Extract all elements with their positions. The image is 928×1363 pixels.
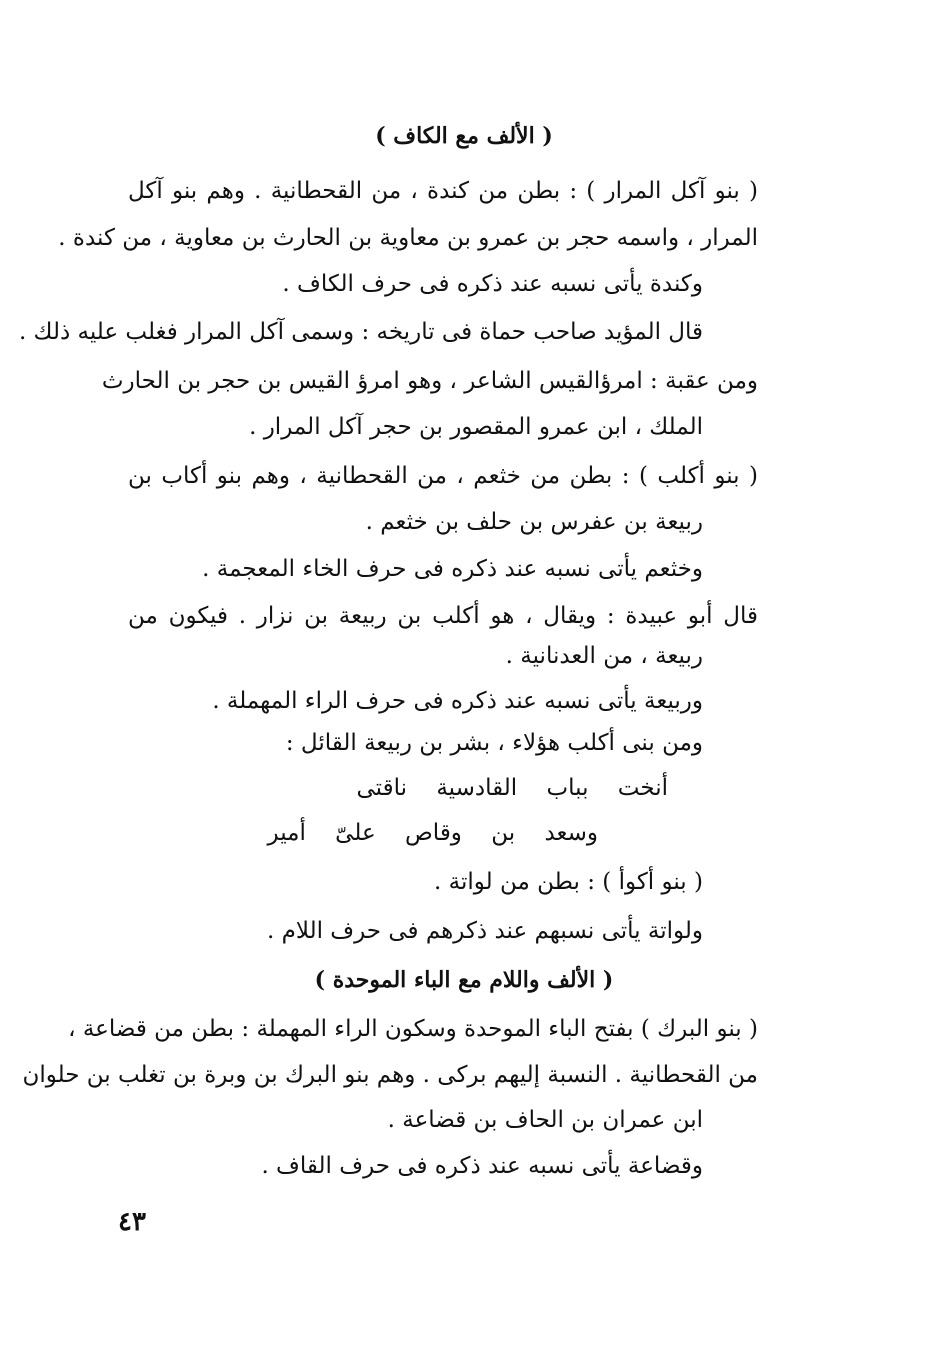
text-line: ( بنو أكلب ) : بطن من خثعم ، من القحطانية ، وهم بنو أكاب بن [128,463,758,489]
text-line: من القحطانية . النسبة إليهم بركى . وهم بنو البرك بن وبرة بن تغلب بن حلوان [22,1062,758,1088]
text-line: وخثعم يأتى نسبه عند ذكره فى حرف الخاء المعجمة . [202,556,703,582]
text-line: قال المؤيد صاحب حماة فى تاريخه : وسمى آكل المرار فغلب عليه ذلك . [18,319,703,345]
section-heading-alif-lam-ba: ( الألف واللام مع الباء الموحدة ) [314,967,614,993]
text-line: قال أبو عبيدة : ويقال ، هو أكلب بن ربيعة بن نزار . فيكون من [128,603,758,629]
text-line: ربيعة ، من العدنانية . [505,643,703,669]
text-line: ولواتة يأتى نسبهم عند ذكرهم فى حرف اللام . [266,918,703,944]
text-line: الملك ، ابن عمرو المقصور بن حجر آكل المرار . [249,414,703,440]
section-heading-alif-kaf: ( الألف مع الكاف ) [375,123,553,149]
text-line: ( بنو آكل المرار ) : بطن من كندة ، من القحطانية . وهم بنو آكل [128,178,758,204]
text-line: ومن بنى أكلب هؤلاء ، بشر بن ربيعة القائل : [285,730,703,756]
text-line: ربيعة بن عفرس بن حلف بن خثعم . [365,509,703,535]
text-line: ابن عمران بن الحاف بن قضاعة . [387,1107,703,1133]
text-line: وقضاعة يأتى نسبه عند ذكره فى حرف القاف . [261,1153,703,1179]
text-line: ومن عقبة : امرؤالقيس الشاعر ، وهو امرؤ القيس بن حجر بن الحارث [101,368,758,394]
poem-verse-2: وسعد بن وقاص علىّ أمير [267,820,598,846]
page-number: ٤٣ [118,1207,146,1237]
text-line: وربيعة يأتى نسبه عند ذكره فى حرف الراء المهملة . [212,688,703,714]
text-line: ( بنو البرك ) بفتح الباء الموحدة وسكون الراء المهملة : بطن من قضاعة ، [68,1016,758,1042]
text-line: المرار ، واسمه حجر بن عمرو بن معاوية بن الحارث بن معاوية ، من كندة . [58,225,758,251]
text-line: ( بنو أكوأ ) : بطن من لواتة . [434,869,703,895]
text-line: وكندة يأتى نسبه عند ذكره فى حرف الكاف . [282,271,703,297]
poem-verse-1: أنخت بباب القادسية ناقتى [356,775,668,801]
